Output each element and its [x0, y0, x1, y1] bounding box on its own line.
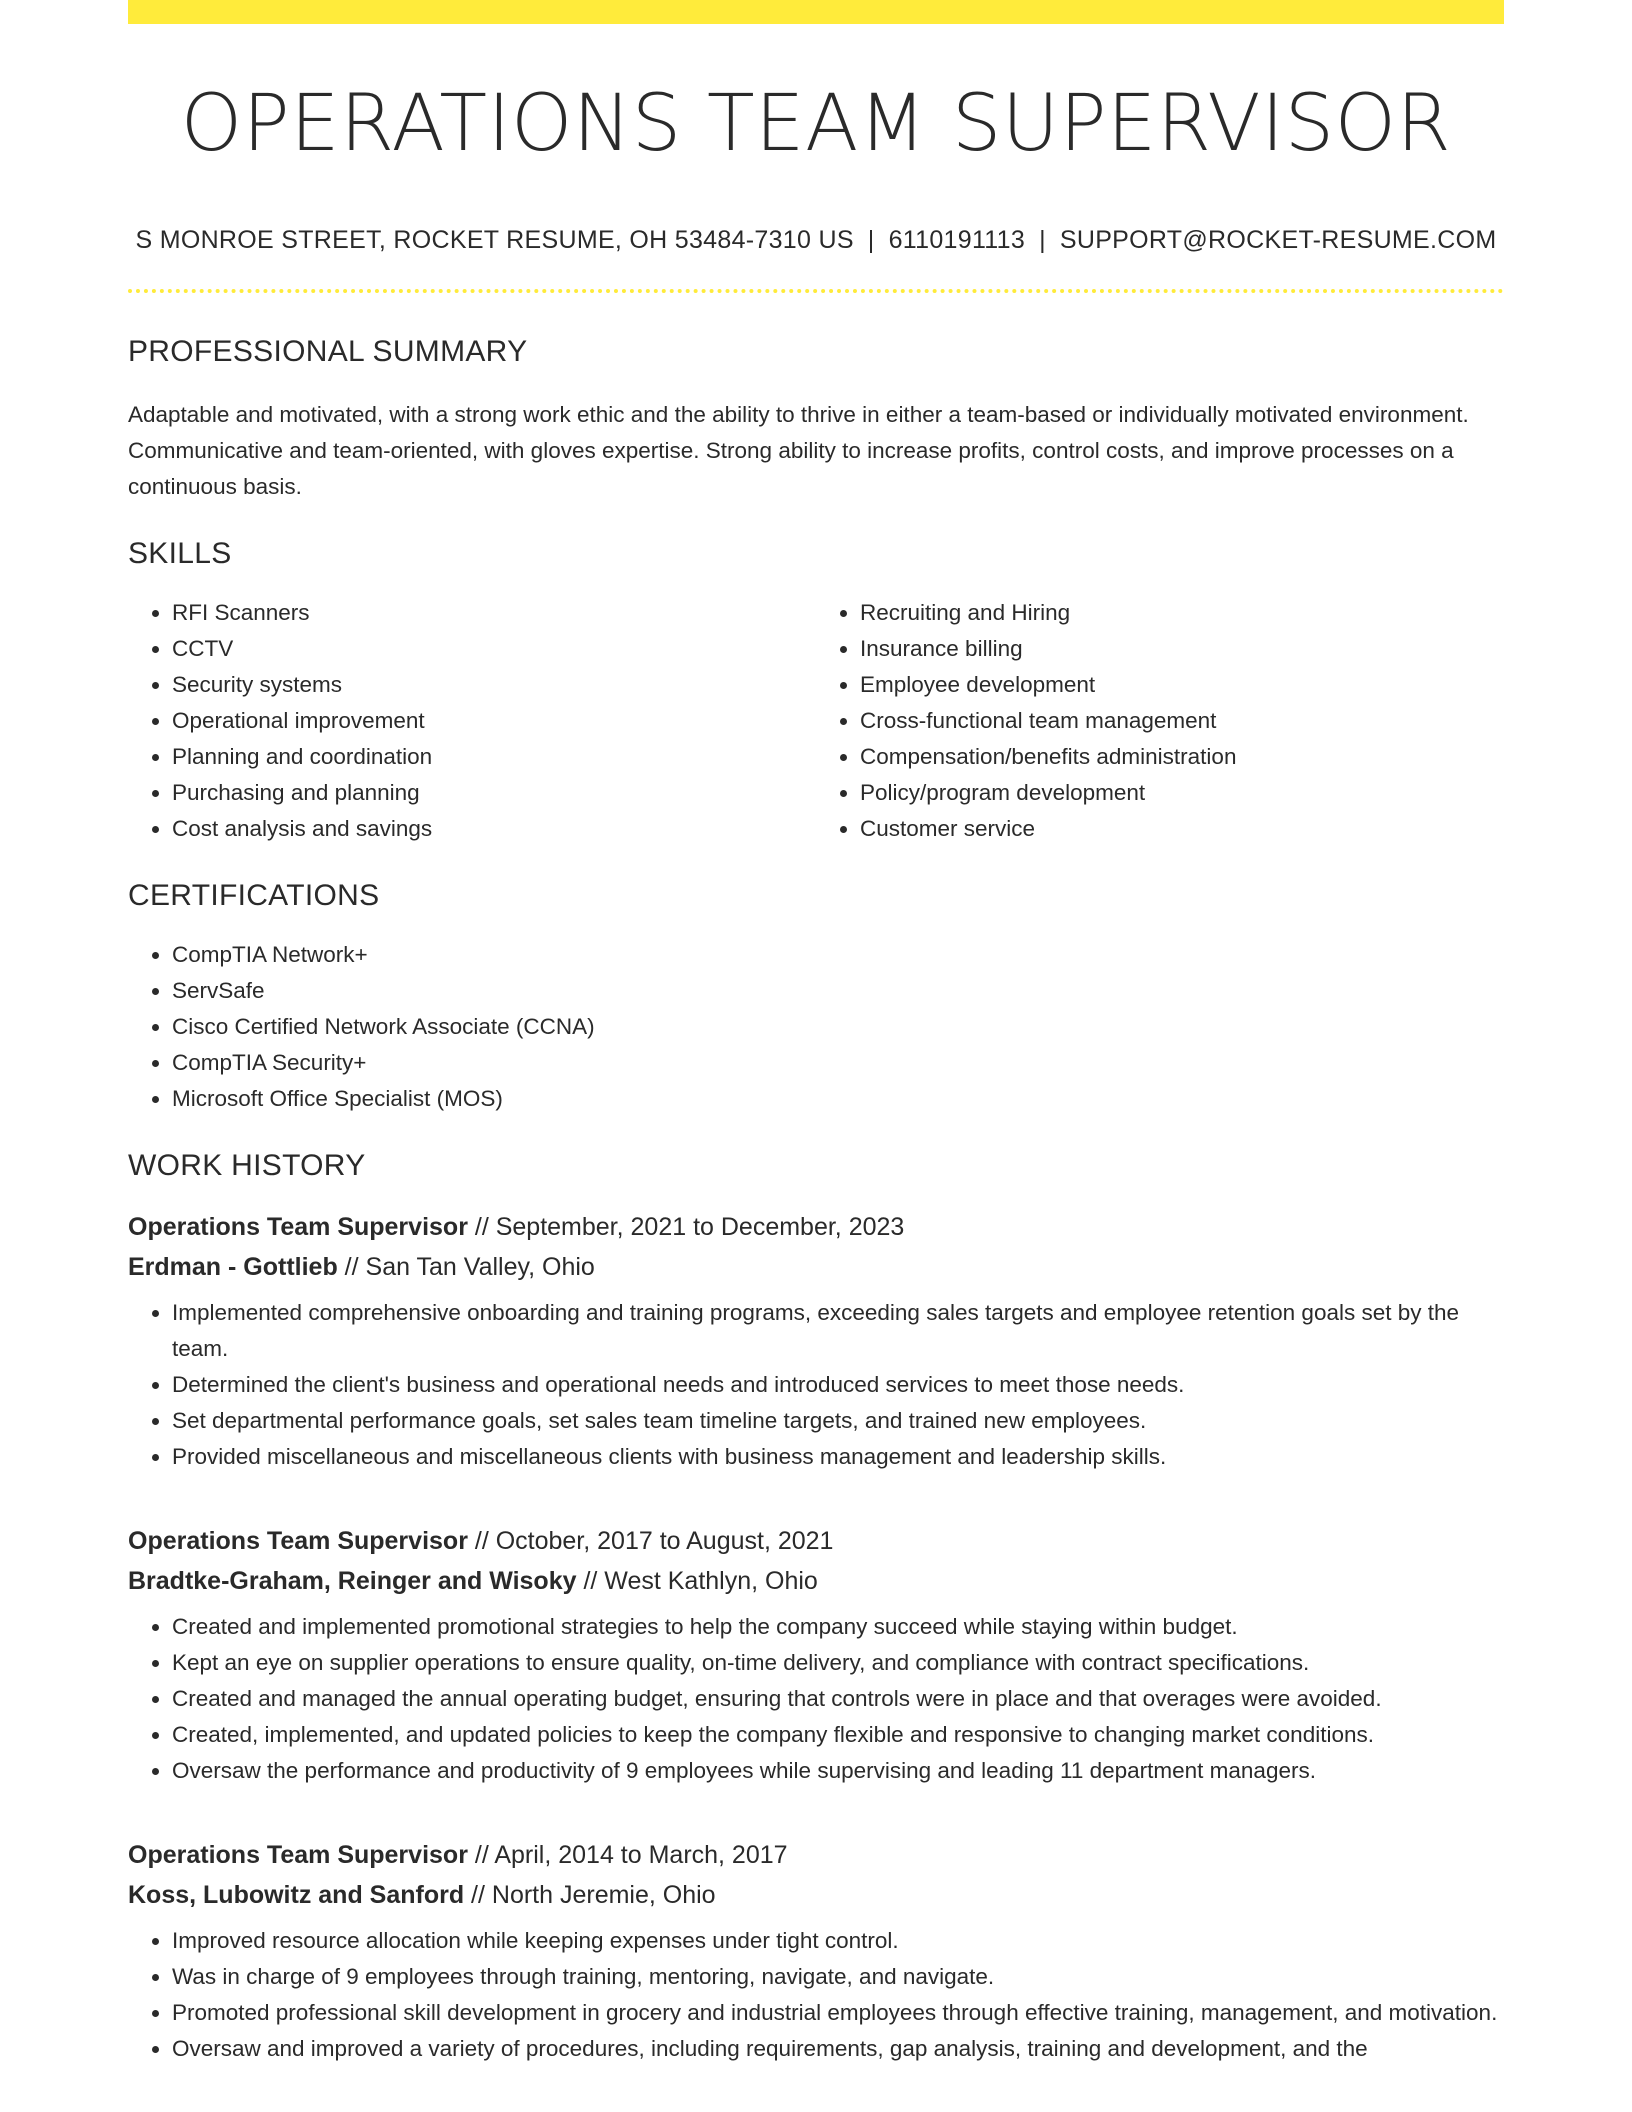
skill-item: • Insurance billing [860, 631, 1504, 667]
job-dates: // April, 2014 to March, 2017 [467, 1840, 788, 1869]
job-company-line [128, 1561, 1504, 1601]
skill-item: • RFI Scanners [172, 595, 816, 631]
certification-item: • CompTIA Network+ [172, 937, 1504, 973]
job-title: Operations Team Supervisor [128, 1212, 468, 1241]
skill-item: • CCTV [172, 631, 816, 667]
skill-item: • Compensation/benefits administration [860, 739, 1504, 775]
job-title: Operations Team Supervisor [128, 1526, 468, 1555]
skills-columns [128, 595, 1504, 847]
job-location: // North Jeremie, Ohio [464, 1880, 716, 1909]
job-bullets [128, 1923, 1504, 2067]
job-bullet: • Promoted professional skill development in grocery and industrial employees through effective training, management, and motivation. [172, 1995, 1504, 2031]
skill-item: • Recruiting and Hiring [860, 595, 1504, 631]
contact-separator: | [867, 225, 875, 254]
skill-item: • Cross-functional team management [860, 703, 1504, 739]
job-bullet: • Oversaw and improved a variety of procedures, including requirements, gap analysis, training and development, and the [172, 2031, 1504, 2067]
summary-section [128, 335, 1504, 505]
job-entry [128, 1835, 1504, 2067]
job-company: Erdman - Gottlieb [128, 1252, 338, 1281]
job-company-line [128, 1247, 1504, 1287]
job-location: // West Kathlyn, Ohio [576, 1566, 818, 1595]
job-bullet: • Set departmental performance goals, set sales team timeline targets, and trained new employees. [172, 1403, 1504, 1439]
certification-item: • Cisco Certified Network Associate (CCNA) [172, 1009, 1504, 1045]
skill-item: • Cost analysis and savings [172, 811, 816, 847]
job-company: Koss, Lubowitz and Sanford [128, 1880, 465, 1909]
contact-phone: 6110191113 [888, 225, 1026, 254]
summary-heading: PROFESSIONAL SUMMARY [128, 334, 528, 368]
job-bullet: • Implemented comprehensive onboarding and training programs, exceeding sales targets and employee retention goals set by the team. [172, 1295, 1504, 1367]
job-bullets [128, 1609, 1504, 1789]
summary-text: Adaptable and motivated, with a strong work ethic and the ability to thrive in either a team-based or individually motivated environment. Communicative and team-oriented, with gloves expertise. Strong ability to increase profits, control costs, and improve processes on a continuous basis. [128, 401, 1469, 499]
job-title-line [128, 1207, 1504, 1247]
skill-item: • Policy/program development [860, 775, 1504, 811]
job-bullets [128, 1295, 1504, 1475]
job-company-line [128, 1875, 1504, 1915]
job-bullet: • Kept an eye on supplier operations to ensure quality, on-time delivery, and compliance with contract specifications. [172, 1645, 1504, 1681]
job-bullet: • Created and managed the annual operating budget, ensuring that controls were in place and that overages were avoided. [172, 1681, 1504, 1717]
certification-item: • ServSafe [172, 973, 1504, 1009]
skill-item: • Planning and coordination [172, 739, 816, 775]
skill-item: • Purchasing and planning [172, 775, 816, 811]
skill-item: • Customer service [860, 811, 1504, 847]
job-dates: // September, 2021 to December, 2023 [467, 1212, 905, 1241]
skills-list-left [128, 595, 816, 847]
job-entry [128, 1207, 1504, 1475]
job-bullet: • Created, implemented, and updated policies to keep the company flexible and responsive to changing market conditions. [172, 1717, 1504, 1753]
resume-page [128, 0, 1504, 2067]
skill-item: • Employee development [860, 667, 1504, 703]
resume-title: OPERATIONS TEAM SUPERVISOR [180, 79, 1452, 169]
job-dates: // October, 2017 to August, 2021 [467, 1526, 834, 1555]
skill-item: • Security systems [172, 667, 816, 703]
contact-separator: | [1039, 225, 1046, 254]
skills-list-right [816, 595, 1504, 847]
job-bullet: • Determined the client's business and operational needs and introduced services to meet those needs. [172, 1367, 1504, 1403]
certification-item: • Microsoft Office Specialist (MOS) [172, 1081, 1504, 1117]
job-company: Bradtke-Graham, Reinger and Wisoky [128, 1566, 577, 1595]
job-bullet: • Improved resource allocation while keeping expenses under tight control. [172, 1923, 1504, 1959]
top-accent-bar [128, 0, 1504, 24]
certifications-list [128, 937, 1504, 1117]
job-bullet: • Oversaw the performance and productivity of 9 employees while supervising and leading 11 department managers. [172, 1753, 1504, 1789]
skills-heading: SKILLS [128, 536, 232, 570]
job-bullet: • Was in charge of 9 employees through training, mentoring, navigate, and navigate. [172, 1959, 1504, 1995]
job-entry [128, 1521, 1504, 1789]
dotted-divider [128, 289, 1504, 293]
contact-line [128, 226, 1504, 255]
certifications-heading: CERTIFICATIONS [128, 878, 380, 912]
job-title-line [128, 1835, 1504, 1875]
job-title-line [128, 1521, 1504, 1561]
job-bullet: • Provided miscellaneous and miscellaneous clients with business management and leadership skills. [172, 1439, 1504, 1475]
job-bullet: • Created and implemented promotional strategies to help the company succeed while staying within budget. [172, 1609, 1504, 1645]
job-location: // San Tan Valley, Ohio [337, 1252, 595, 1281]
work-history-section [128, 1149, 1504, 2067]
work-history-heading: WORK HISTORY [128, 1148, 366, 1182]
certification-item: • CompTIA Security+ [172, 1045, 1504, 1081]
contact-email: SUPPORT@ROCKET-RESUME.COM [1059, 225, 1497, 254]
contact-address: S MONROE STREET, ROCKET RESUME, OH 53484-7310 US [135, 225, 854, 254]
job-title: Operations Team Supervisor [128, 1840, 468, 1869]
certifications-section [128, 879, 1504, 1117]
skills-section [128, 537, 1504, 847]
skill-item: • Operational improvement [172, 703, 816, 739]
